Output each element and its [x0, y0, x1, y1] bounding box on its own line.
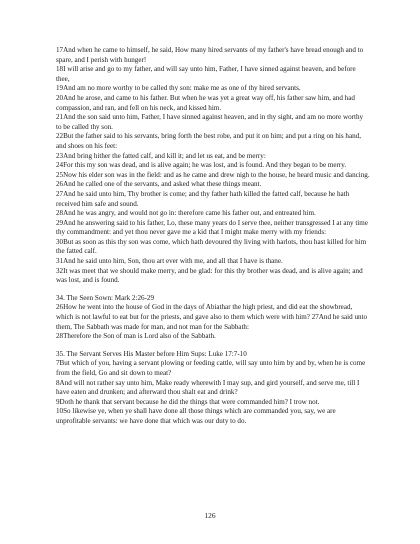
- page-number: 126: [204, 511, 216, 520]
- section-35: [56, 350, 370, 427]
- verse-10: 10So likewise ye, when ye shall have done all those things which are commanded you, say, we are unprofitable servants: we have done that which was our duty to do.: [56, 407, 336, 425]
- verse-28: 28Therefore the Son of man is Lord also of the Sabbath.: [56, 332, 216, 341]
- verse-9: 9Doth he thank that servant because he did the things that were commanded him? I trow not.: [56, 397, 320, 406]
- verse-31: 31And he said unto him, Son, thou art ever with me, and all that I have is thane.: [56, 257, 283, 266]
- verse-19: 19And am no more worthy to be called thy son: make me as one of thy hired servants.: [56, 84, 301, 93]
- verse-8: 8And will not rather say unto him, Make ready wherewith I may sup, and gird yourself, and serve me, till I have eaten and drunken; and afterward thou shalt eat and drink?: [56, 378, 360, 397]
- verse-17: 17And when he came to himself, he said, How many hired servants of my father's have bread enough and to spare, and I perish with hunger!: [56, 46, 364, 64]
- verse-26: 26And he called one of the servants, and asked what these things meant.: [56, 180, 262, 189]
- verse-29: 29And he answering said to his father, Lo, these many years do I serve thee, neither transgressed I at any time thy commandment: and yet thou never gave me a kid that I might make merry with my friends:: [56, 218, 368, 237]
- verse-22: 22But the father said to his servants, bring forth the best robe, and put it on him; and put a ring on his hand, and shoes on his feet:: [56, 132, 361, 150]
- verse-18: 18I will arise and go to my father, and will say unto him, Father, I have sinned against heaven, and before thee,: [56, 65, 356, 83]
- section-34: [56, 294, 370, 342]
- verse-block-luke-15: [56, 46, 370, 286]
- verse-26-27: 26How he went into the house of God in the days of Abiathar the high priest, and did eat the showbread, which is not lawful to eat but for the priests, and gave also to them which were with him? 27And he said unto them, The Sabbath was made for man, and not man for the Sabbath:: [56, 303, 368, 331]
- verse-27: 27And he said unto him, Thy brother is come; and thy father hath killed the fatted calf, because he hath received him safe and sound.: [56, 189, 350, 208]
- section-heading: 35. The Servant Serves His Master before Him Sups: Luke 17:7-10: [56, 349, 247, 358]
- verse-25: 25Now his elder son was in the field: and as he came and drew nigh to the house, he heard music and dancing.: [56, 170, 370, 179]
- verse-32: 32It was meet that we should make merry, and be glad: for this thy brother was dead, and is alive again; and was lost, and is found.: [56, 266, 363, 285]
- section-heading: 34. The Seen Sown: Mark 2:26-29: [56, 293, 154, 302]
- verse-23: 23And bring hither the fatted calf, and kill it; and let us eat, and be merry:: [56, 151, 266, 160]
- verse-24: 24For this my son was dead, and is alive again; he was lost, and is found. And they began to be merry.: [56, 161, 347, 170]
- section-gap: [56, 286, 370, 294]
- verse-30: 30But as soon as this thy son was come, which hath devoured thy living with harlots, thou hast killed for him the fatted calf.: [56, 237, 367, 256]
- section-gap: [56, 342, 370, 350]
- verse-21: 21And the son said unto him, Father, I have sinned against heaven, and in thy sight, and am no more worthy to be called thy son.: [56, 113, 364, 131]
- verse-20: 20And he arose, and came to his father. But when he was yet a great way off, his father saw him, and had compassion, and ran, and fell on his neck, and kissed him.: [56, 93, 355, 112]
- verse-7: 7But which of you, having a servant plowing or feeding cattle, will say unto him by and by, when he is come from the field, Go and sit down to meat?: [56, 359, 366, 377]
- verse-28: 28And he was angry, and would not go in: therefore came his father out, and entreated him.: [56, 209, 316, 218]
